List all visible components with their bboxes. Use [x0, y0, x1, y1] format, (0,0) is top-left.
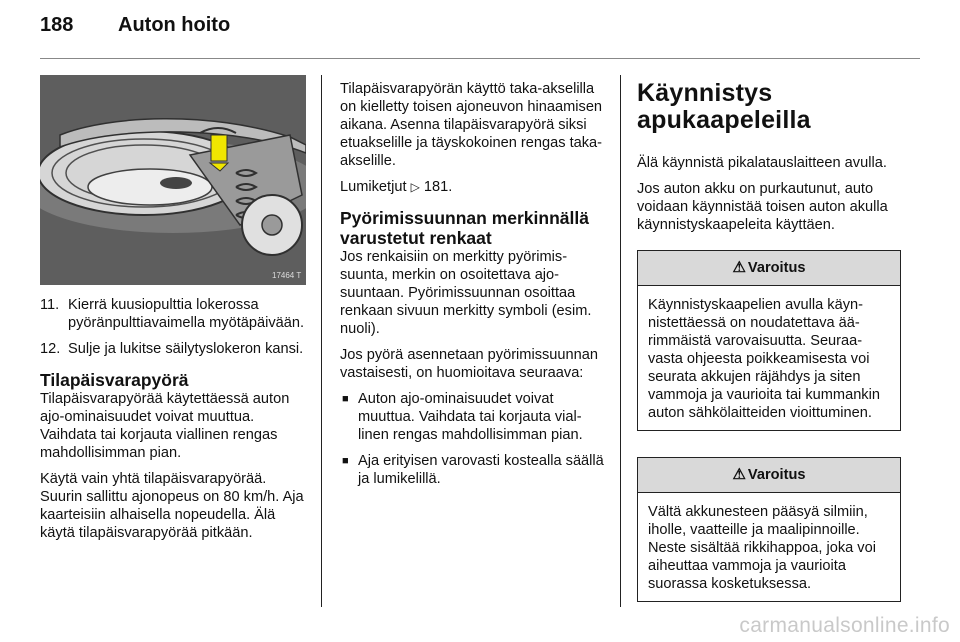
step-number: 12.: [40, 341, 61, 357]
bullet-square-icon: ■: [342, 393, 349, 405]
column-divider: [321, 75, 322, 607]
list-item: [340, 452, 606, 488]
paragraph: Jos pyörä asennetaan pyörimissuunnan vastaisesti, on huomioitava seuraava:: [340, 347, 598, 381]
list-item: [340, 390, 606, 444]
column-divider: [620, 75, 621, 607]
warning-text: Käynnistyskaapelien avulla käynnistettäessä on noudatettava äärimmäistä varovaisuutta. Seuraavasta ohjeesta poikkeamisesta voi seurata akkujen räjähdys ja siten vammoja ja vaurioita tai kummankin auton sähkölaitteiden vioittuminen.: [648, 297, 880, 421]
warning-header: [638, 458, 900, 493]
bullet-square-icon: ■: [342, 455, 349, 467]
warning-box: [637, 457, 901, 602]
paragraph: Tilapäisvarapyörää käytettäessä auton ajo-ominaisuudet voivat muuttua. Vaihdata tai korjauta viallinen rengas mahdollisimman pian.: [40, 391, 290, 461]
paragraph: Jos renkaisiin on merkitty pyörimissuunta, merkin on osoitettava ajosuuntaan. Pyörimissuunnan osoittaa renkaan sivuun merkitty symboli (esim. nuoli).: [340, 249, 592, 337]
warning-triangle-icon: ⚠: [732, 259, 746, 276]
warning-title: Varoitus: [747, 467, 806, 483]
warning-title: Varoitus: [747, 260, 806, 276]
page-ref-arrow-icon: ▷: [410, 180, 420, 194]
step-text: Sulje ja lukitse säilytyslokeron kansi.: [68, 341, 304, 357]
list-item-text: Auton ajo-ominaisuudet voivat muuttua. Vaihdata tai korjauta viallinen rengas mahdollisimman pian.: [358, 391, 583, 443]
paragraph: Käytä vain yhtä tilapäisvarapyörää. Suurin sallittu ajonopeus on 80 km/h. Aja kaarteisiin alhaisella nopeudella. Älä käytä tilapäisvarapyörää pitkään.: [40, 471, 304, 541]
step-number: 11.: [40, 297, 60, 313]
instruction-steps: [40, 296, 308, 358]
paragraph: Tilapäisvarapyörän käyttö taka-akselilla on kielletty toisen ajoneuvon hinaamisen aikana. Asenna tilapäisvarapyörä siksi etuakselille ja täyskokoinen rengas taka-akselille.: [340, 81, 603, 169]
column-2: [340, 80, 606, 496]
section-heading-spare-wheel: Tilapäisvarapyörä: [40, 370, 189, 390]
snow-chains-reference: [340, 178, 606, 196]
reference-label: Lumiketjut: [340, 179, 407, 195]
section-heading-jump-start: Käynnistys apukaapeleilla: [637, 79, 811, 134]
step-item: [40, 340, 308, 358]
page-reference-link[interactable]: 181.: [423, 179, 453, 195]
bullet-list: [340, 390, 606, 488]
warning-box: [637, 250, 901, 431]
section-heading-directional-tyres: Pyörimissuunnan merkinnällä varustetut renkaat: [340, 208, 589, 248]
warning-triangle-icon: ⚠: [732, 466, 746, 483]
list-item-text: Aja erityisen varovasti kostealla säällä ja lumikelillä.: [358, 453, 604, 487]
paragraph: Jos auton akku on purkautunut, auto voidaan käynnistää toisen auton akulla käynnistyskaapeleita käyttäen.: [637, 181, 888, 233]
warning-text: Vältä akkunesteen pääsyä silmiin, iholle, vaatteille ja maalipinnoille. Neste sisältää rikkihappoa, joka voi aiheuttaa vammoja ja vaurioita suorassa kosketuksessa.: [648, 504, 876, 592]
paragraph: Älä käynnistä pikalatauslaitteen avulla.: [637, 155, 887, 171]
watermark: carmanualsonline.info: [739, 614, 950, 637]
header-rule: [40, 58, 920, 59]
column-3: [637, 80, 903, 242]
figure-label: 17464 T: [272, 271, 302, 280]
spare-wheel-illustration: [40, 75, 306, 285]
page-number: 188: [40, 14, 74, 36]
warning-header: [638, 251, 900, 286]
page-title: Auton hoito: [118, 14, 231, 36]
column-1: [40, 296, 308, 550]
step-item: [40, 296, 308, 332]
step-text: Kierrä kuusiopulttia lokerossa pyöränpulttiavaimella myötäpäivään.: [68, 297, 305, 331]
